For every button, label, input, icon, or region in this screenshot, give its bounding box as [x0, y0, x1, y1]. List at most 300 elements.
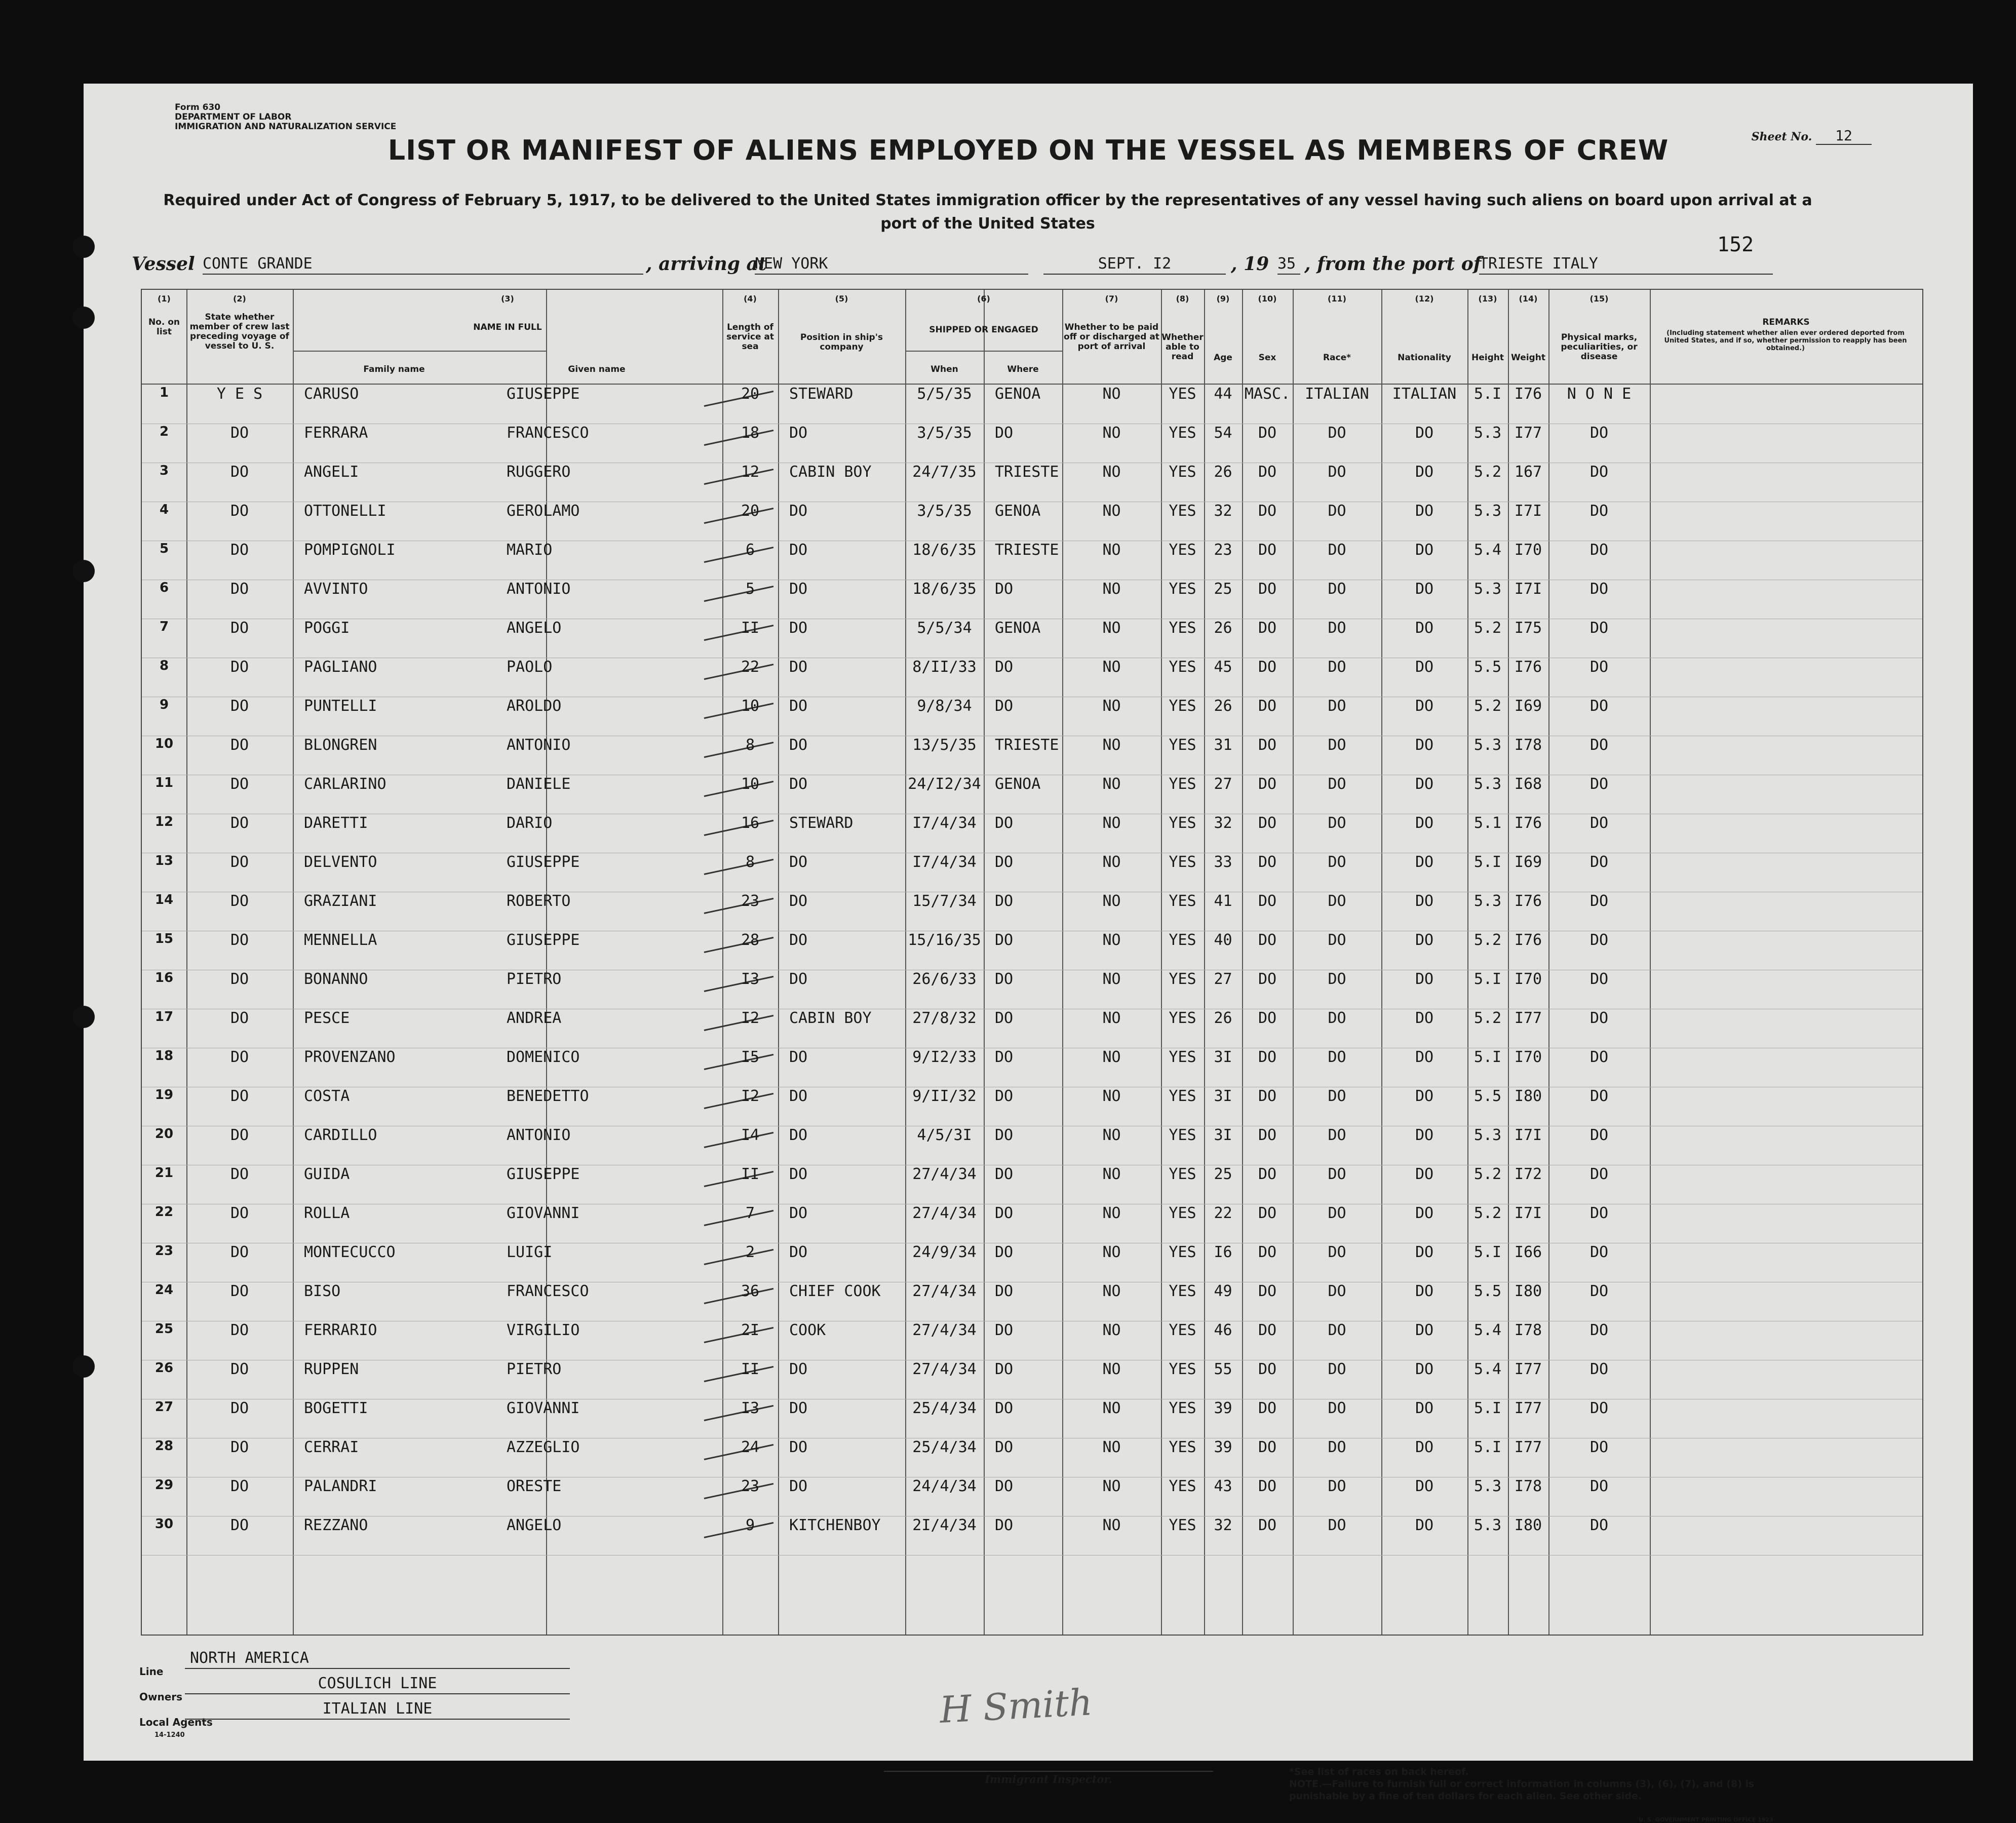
cell-sex: DO — [1258, 463, 1277, 481]
cell-able-read: YES — [1169, 1087, 1196, 1105]
cell-position: DO — [789, 775, 808, 793]
cell-able-read: YES — [1169, 892, 1196, 910]
cell-service-length: 16 — [741, 814, 760, 832]
cell-shipped-when: 3/5/35 — [917, 502, 972, 520]
cell-weight: I69 — [1514, 853, 1542, 871]
cell-shipped-where: DO — [995, 1126, 1014, 1144]
cell-height: 5.3 — [1474, 736, 1502, 754]
cell-position: DO — [789, 1204, 808, 1222]
cell-age: 26 — [1214, 697, 1232, 715]
cell-given-name: PAOLO — [507, 658, 553, 676]
cell-weight: I7I — [1514, 502, 1542, 520]
document-title: LIST OR MANIFEST OF ALIENS EMPLOYED ON THE VESSEL AS MEMBERS OF CREW — [387, 134, 1669, 166]
table-row — [142, 931, 1922, 970]
cell-previous-voyage: DO — [230, 1243, 249, 1261]
cell-physical: DO — [1589, 853, 1609, 871]
cell-paid-off: NO — [1102, 1048, 1121, 1066]
cell-position: CABIN BOY — [789, 1009, 872, 1027]
cell-height: 5.I — [1474, 1438, 1502, 1456]
header-height: Height — [1471, 353, 1504, 363]
cell-no: 13 — [154, 853, 174, 868]
cell-service-length: 7 — [745, 1204, 755, 1222]
cell-able-read: YES — [1169, 1009, 1196, 1027]
table-row — [142, 970, 1922, 1009]
cell-previous-voyage: DO — [230, 463, 249, 481]
cell-service-length: 2 — [745, 1243, 755, 1261]
cell-physical: DO — [1589, 658, 1609, 676]
cell-shipped-when: I7/4/34 — [912, 814, 977, 832]
cell-previous-voyage: DO — [230, 814, 249, 832]
cell-shipped-when: 27/4/34 — [912, 1204, 977, 1222]
cell-service-length: 10 — [741, 697, 760, 715]
cell-service-length: 12 — [741, 463, 760, 481]
cell-previous-voyage: DO — [230, 775, 249, 793]
cell-family-name: POGGI — [304, 619, 350, 637]
cell-paid-off: NO — [1102, 931, 1121, 949]
cell-race: DO — [1328, 1321, 1346, 1339]
cell-weight: I80 — [1514, 1087, 1542, 1105]
cell-nationality: DO — [1415, 1477, 1434, 1495]
cell-physical: DO — [1589, 463, 1609, 481]
cell-no: 14 — [154, 892, 174, 907]
cell-position: DO — [789, 697, 808, 715]
cell-weight: I69 — [1514, 697, 1542, 715]
cell-nationality: DO — [1415, 775, 1434, 793]
cell-family-name: MONTECUCCO — [304, 1243, 396, 1261]
cell-age: 46 — [1214, 1321, 1232, 1339]
cell-no: 20 — [154, 1126, 174, 1142]
header-nationality: Nationality — [1398, 353, 1451, 363]
cell-height: 5.3 — [1474, 502, 1502, 520]
table-row — [142, 1204, 1922, 1243]
cell-previous-voyage: DO — [230, 1048, 249, 1066]
cell-family-name: FERRARA — [304, 424, 368, 442]
cell-weight: I70 — [1514, 541, 1542, 559]
cell-shipped-when: 25/4/34 — [912, 1438, 977, 1456]
arriving-label: , arriving at — [646, 253, 767, 275]
cell-able-read: YES — [1169, 1282, 1196, 1300]
cell-able-read: YES — [1169, 658, 1196, 676]
cell-position: DO — [789, 1477, 808, 1495]
cell-age: I6 — [1214, 1243, 1232, 1261]
cell-family-name: GRAZIANI — [304, 892, 377, 910]
table-row — [142, 853, 1922, 892]
cell-able-read: YES — [1169, 619, 1196, 637]
cell-race: DO — [1328, 970, 1346, 988]
cell-no: 30 — [154, 1516, 174, 1532]
cell-family-name: AVVINTO — [304, 580, 368, 598]
cell-race: DO — [1328, 541, 1346, 559]
cell-previous-voyage: DO — [230, 736, 249, 754]
cell-race: DO — [1328, 1009, 1346, 1027]
cell-family-name: POMPIGNOLI — [304, 541, 396, 559]
cell-given-name: PIETRO — [507, 1360, 562, 1378]
cell-shipped-where: DO — [995, 814, 1014, 832]
table-row — [142, 580, 1922, 619]
table-row — [142, 1243, 1922, 1282]
cell-given-name: BENEDETTO — [507, 1087, 589, 1105]
cell-weight: I80 — [1514, 1282, 1542, 1300]
cell-given-name: FRANCESCO — [507, 1282, 589, 1300]
cell-shipped-where: GENOA — [995, 502, 1041, 520]
cell-given-name: ANGELO — [507, 619, 562, 637]
table-row — [142, 619, 1922, 658]
cell-weight: I77 — [1514, 1360, 1542, 1378]
cell-position: DO — [789, 1399, 808, 1417]
cell-weight: I77 — [1514, 1399, 1542, 1417]
cell-race: DO — [1328, 658, 1346, 676]
col-number: (6) — [977, 294, 990, 303]
cell-shipped-where: TRIESTE — [995, 541, 1059, 559]
cell-height: 5.1 — [1474, 814, 1502, 832]
cell-shipped-where: DO — [995, 1009, 1014, 1027]
cell-previous-voyage: DO — [230, 1204, 249, 1222]
cell-position: CHIEF COOK — [789, 1282, 881, 1300]
cell-no: 6 — [159, 580, 169, 595]
cell-shipped-when: 9/II/32 — [912, 1087, 977, 1105]
cell-height: 5.5 — [1474, 1282, 1502, 1300]
cell-able-read: YES — [1169, 1243, 1196, 1261]
cell-able-read: YES — [1169, 1477, 1196, 1495]
cell-physical: DO — [1589, 814, 1609, 832]
cell-sex: DO — [1258, 970, 1277, 988]
binder-hole — [72, 236, 95, 258]
cell-family-name: MENNELLA — [304, 931, 377, 949]
cell-previous-voyage: DO — [230, 970, 249, 988]
cell-sex: DO — [1258, 1399, 1277, 1417]
cell-sex: DO — [1258, 1165, 1277, 1183]
cell-weight: I76 — [1514, 385, 1542, 403]
cell-height: 5.5 — [1474, 658, 1502, 676]
col-number: (12) — [1415, 294, 1434, 303]
header-weight: Weight — [1511, 353, 1545, 363]
cell-given-name: DARIO — [507, 814, 553, 832]
cell-physical: DO — [1589, 736, 1609, 754]
cell-height: 5.3 — [1474, 775, 1502, 793]
cell-service-length: II — [741, 619, 760, 637]
cell-able-read: YES — [1169, 1516, 1196, 1534]
table-row — [142, 424, 1922, 463]
cell-service-length: 28 — [741, 931, 760, 949]
cell-paid-off: NO — [1102, 736, 1121, 754]
cell-race: DO — [1328, 1282, 1346, 1300]
owners-label: Owners — [139, 1691, 183, 1703]
cell-shipped-where: GENOA — [995, 775, 1041, 793]
cell-paid-off: NO — [1102, 424, 1121, 442]
department-label: DEPARTMENT OF LABOR — [175, 112, 292, 122]
cell-service-length: 22 — [741, 658, 760, 676]
cell-paid-off: NO — [1102, 1516, 1121, 1534]
cell-nationality: DO — [1415, 853, 1434, 871]
cell-nationality: DO — [1415, 1048, 1434, 1066]
cell-race: DO — [1328, 1516, 1346, 1534]
header-when: When — [931, 364, 958, 374]
cell-service-length: 18 — [741, 424, 760, 442]
cell-physical: DO — [1589, 502, 1609, 520]
cell-given-name: MARIO — [507, 541, 553, 559]
cell-height: 5.I — [1474, 1399, 1502, 1417]
cell-physical: DO — [1589, 424, 1609, 442]
table-row — [142, 1516, 1922, 1555]
cell-race: DO — [1328, 1399, 1346, 1417]
cell-race: DO — [1328, 1243, 1346, 1261]
cell-height: 5.3 — [1474, 580, 1502, 598]
cell-paid-off: NO — [1102, 1243, 1121, 1261]
cell-height: 5.4 — [1474, 541, 1502, 559]
cell-previous-voyage: DO — [230, 1282, 249, 1300]
cell-able-read: YES — [1169, 424, 1196, 442]
cell-paid-off: NO — [1102, 541, 1121, 559]
cell-service-length: 24 — [741, 1438, 760, 1456]
cell-previous-voyage: DO — [230, 1438, 249, 1456]
cell-weight: I76 — [1514, 892, 1542, 910]
cell-weight: I75 — [1514, 619, 1542, 637]
col-number: (11) — [1328, 294, 1346, 303]
sheet-label: Sheet No. — [1751, 130, 1812, 143]
document-subtitle: Required under Act of Congress of February 5, 1917, to be delivered to the United States immigration officer by the representatives of any vessel having such aliens on board upon arrival at a port of the United States — [163, 192, 1812, 233]
cell-no: 7 — [159, 619, 169, 634]
cell-given-name: GIUSEPPE — [507, 853, 580, 871]
cell-physical: DO — [1589, 1048, 1609, 1066]
cell-service-length: 2I — [741, 1321, 760, 1339]
cell-position: DO — [789, 1243, 808, 1261]
cell-no: 22 — [154, 1204, 174, 1220]
agents-value: ITALIAN LINE — [185, 1700, 570, 1720]
cell-nationality: DO — [1415, 424, 1434, 442]
cell-age: 32 — [1214, 814, 1232, 832]
cell-race: DO — [1328, 775, 1346, 793]
cell-sex: DO — [1258, 541, 1277, 559]
header-physical: Physical marks, peculiarities, or disease — [1561, 332, 1638, 362]
cell-physical: DO — [1589, 1165, 1609, 1183]
col-number: (15) — [1589, 294, 1609, 303]
cell-no: 2 — [159, 424, 169, 439]
cell-paid-off: NO — [1102, 775, 1121, 793]
header-position: Position in ship's company — [800, 332, 883, 352]
table-row — [142, 385, 1922, 424]
cell-given-name: PIETRO — [507, 970, 562, 988]
cell-family-name: PROVENZANO — [304, 1048, 396, 1066]
cell-previous-voyage: DO — [230, 1126, 249, 1144]
cell-sex: DO — [1258, 853, 1277, 871]
cell-given-name: ANTONIO — [507, 580, 571, 598]
cell-family-name: BONANNO — [304, 970, 368, 988]
cell-given-name: ROBERTO — [507, 892, 571, 910]
cell-shipped-where: GENOA — [995, 619, 1041, 637]
cell-paid-off: NO — [1102, 1126, 1121, 1144]
cell-nationality: DO — [1415, 1087, 1434, 1105]
header-able-read: Whether able to read — [1161, 332, 1204, 362]
cell-race: DO — [1328, 1204, 1346, 1222]
cell-weight: I7I — [1514, 1204, 1542, 1222]
cell-weight: I77 — [1514, 1438, 1542, 1456]
cell-able-read: YES — [1169, 463, 1196, 481]
header-state-whether: State whether member of crew last preceding voyage of vessel to U. S. — [189, 312, 290, 351]
cell-able-read: YES — [1169, 1399, 1196, 1417]
cell-nationality: DO — [1415, 892, 1434, 910]
cell-age: 45 — [1214, 658, 1232, 676]
table-row — [142, 502, 1922, 541]
cell-race: DO — [1328, 1087, 1346, 1105]
cell-able-read: YES — [1169, 385, 1196, 403]
cell-family-name: BOGETTI — [304, 1399, 368, 1417]
table-row — [142, 892, 1922, 931]
cell-shipped-where: DO — [995, 1165, 1014, 1183]
cell-race: ITALIAN — [1305, 385, 1369, 403]
cell-able-read: YES — [1169, 580, 1196, 598]
cell-service-length: 23 — [741, 1477, 760, 1495]
cell-previous-voyage: DO — [230, 697, 249, 715]
cell-paid-off: NO — [1102, 1360, 1121, 1378]
cell-shipped-where: DO — [995, 892, 1014, 910]
cell-no: 16 — [154, 970, 174, 985]
cell-shipped-when: 9/I2/33 — [912, 1048, 977, 1066]
cell-family-name: GUIDA — [304, 1165, 350, 1183]
cell-given-name: DOMENICO — [507, 1048, 580, 1066]
cell-height: 5.2 — [1474, 697, 1502, 715]
cell-given-name: ANTONIO — [507, 736, 571, 754]
cell-no: 11 — [154, 775, 174, 790]
cell-paid-off: NO — [1102, 1477, 1121, 1495]
cell-family-name: FERRARIO — [304, 1321, 377, 1339]
cell-weight: I70 — [1514, 970, 1542, 988]
line-value: NORTH AMERICA — [185, 1649, 570, 1669]
manifest-page — [84, 84, 1973, 1823]
cell-family-name: RUPPEN — [304, 1360, 359, 1378]
cell-service-length: 8 — [745, 736, 755, 754]
cell-shipped-when: 25/4/34 — [912, 1399, 977, 1417]
cell-family-name: PAGLIANO — [304, 658, 377, 676]
cell-weight: I66 — [1514, 1243, 1542, 1261]
cell-position: DO — [789, 931, 808, 949]
cell-physical: DO — [1589, 1087, 1609, 1105]
cell-nationality: DO — [1415, 1009, 1434, 1027]
cell-sex: DO — [1258, 1477, 1277, 1495]
cell-physical: DO — [1589, 1360, 1609, 1378]
cell-position: DO — [789, 970, 808, 988]
cell-nationality: DO — [1415, 1126, 1434, 1144]
cell-no: 12 — [154, 814, 174, 829]
cell-sex: DO — [1258, 658, 1277, 676]
cell-able-read: YES — [1169, 814, 1196, 832]
cell-previous-voyage: DO — [230, 1516, 249, 1534]
cell-no: 26 — [154, 1360, 174, 1376]
cell-sex: DO — [1258, 931, 1277, 949]
cell-shipped-where: DO — [995, 1399, 1014, 1417]
cell-service-length: 23 — [741, 892, 760, 910]
cell-physical: DO — [1589, 1438, 1609, 1456]
cell-shipped-when: 27/4/34 — [912, 1360, 977, 1378]
binder-hole — [72, 1355, 95, 1378]
header-paid-off: Whether to be paid off or discharged at port of arrival — [1064, 322, 1159, 352]
cell-shipped-where: DO — [995, 970, 1014, 988]
cell-height: 5.2 — [1474, 1165, 1502, 1183]
cell-physical: DO — [1589, 970, 1609, 988]
footnote-races: *See list of races on back hereof. — [1289, 1766, 1469, 1777]
year-suffix: 35 — [1277, 255, 1300, 275]
cell-race: DO — [1328, 424, 1346, 442]
cell-given-name: GIUSEPPE — [507, 1165, 580, 1183]
cell-shipped-when: 13/5/35 — [912, 736, 977, 754]
cell-previous-voyage: DO — [230, 658, 249, 676]
cell-family-name: REZZANO — [304, 1516, 368, 1534]
cell-service-length: 6 — [745, 541, 755, 559]
cell-height: 5.I — [1474, 1243, 1502, 1261]
cell-paid-off: NO — [1102, 1438, 1121, 1456]
cell-age: 23 — [1214, 541, 1232, 559]
cell-age: 26 — [1214, 1009, 1232, 1027]
cell-height: 5.4 — [1474, 1360, 1502, 1378]
col-number: (4) — [744, 294, 757, 303]
cell-position: DO — [789, 619, 808, 637]
cell-no: 4 — [159, 502, 169, 517]
cell-able-read: YES — [1169, 1204, 1196, 1222]
cell-service-length: I2 — [741, 1087, 760, 1105]
cell-age: 32 — [1214, 502, 1232, 520]
cell-family-name: ROLLA — [304, 1204, 350, 1222]
cell-age: 25 — [1214, 580, 1232, 598]
arriving-port: NEW YORK — [755, 255, 1028, 275]
cell-service-length: I4 — [741, 1126, 760, 1144]
cell-height: 5.3 — [1474, 424, 1502, 442]
cell-able-read: YES — [1169, 736, 1196, 754]
cell-race: DO — [1328, 931, 1346, 949]
cell-age: 26 — [1214, 463, 1232, 481]
cell-age: 3I — [1214, 1126, 1232, 1144]
cell-nationality: DO — [1415, 1204, 1434, 1222]
cell-age: 32 — [1214, 1516, 1232, 1534]
col-number: (7) — [1105, 294, 1118, 303]
cell-shipped-where: DO — [995, 1321, 1014, 1339]
cell-sex: DO — [1258, 892, 1277, 910]
cell-no: 18 — [154, 1048, 174, 1064]
cell-age: 25 — [1214, 1165, 1232, 1183]
table-row — [142, 1048, 1922, 1087]
table-row — [142, 1321, 1922, 1360]
cell-no: 8 — [159, 658, 169, 673]
cell-paid-off: NO — [1102, 1165, 1121, 1183]
cell-family-name: CARUSO — [304, 385, 359, 403]
cell-able-read: YES — [1169, 1126, 1196, 1144]
cell-height: 5.2 — [1474, 619, 1502, 637]
cell-given-name: DANIELE — [507, 775, 571, 793]
cell-no: 17 — [154, 1009, 174, 1024]
cell-no: 5 — [159, 541, 169, 556]
owners-value: COSULICH LINE — [185, 1675, 570, 1694]
cell-given-name: GIOVANNI — [507, 1399, 580, 1417]
cell-sex: DO — [1258, 1126, 1277, 1144]
cell-weight: I72 — [1514, 1165, 1542, 1183]
cell-weight: I7I — [1514, 1126, 1542, 1144]
cell-sex: DO — [1258, 814, 1277, 832]
cell-nationality: DO — [1415, 1438, 1434, 1456]
cell-shipped-when: 3/5/35 — [917, 424, 972, 442]
cell-sex: DO — [1258, 1321, 1277, 1339]
page-number: 152 — [1717, 233, 1754, 256]
cell-shipped-when: 18/6/35 — [912, 580, 977, 598]
arrival-date: SEPT. I2 — [1043, 255, 1226, 275]
cell-nationality: DO — [1415, 658, 1434, 676]
cell-nationality: DO — [1415, 580, 1434, 598]
cell-position: DO — [789, 1360, 808, 1378]
cell-shipped-when: 8/II/33 — [912, 658, 977, 676]
cell-position: DO — [789, 1165, 808, 1183]
cell-able-read: YES — [1169, 697, 1196, 715]
cell-height: 5.I — [1474, 970, 1502, 988]
cell-physical: DO — [1589, 697, 1609, 715]
cell-shipped-when: 27/8/32 — [912, 1009, 977, 1027]
cell-age: 44 — [1214, 385, 1232, 403]
